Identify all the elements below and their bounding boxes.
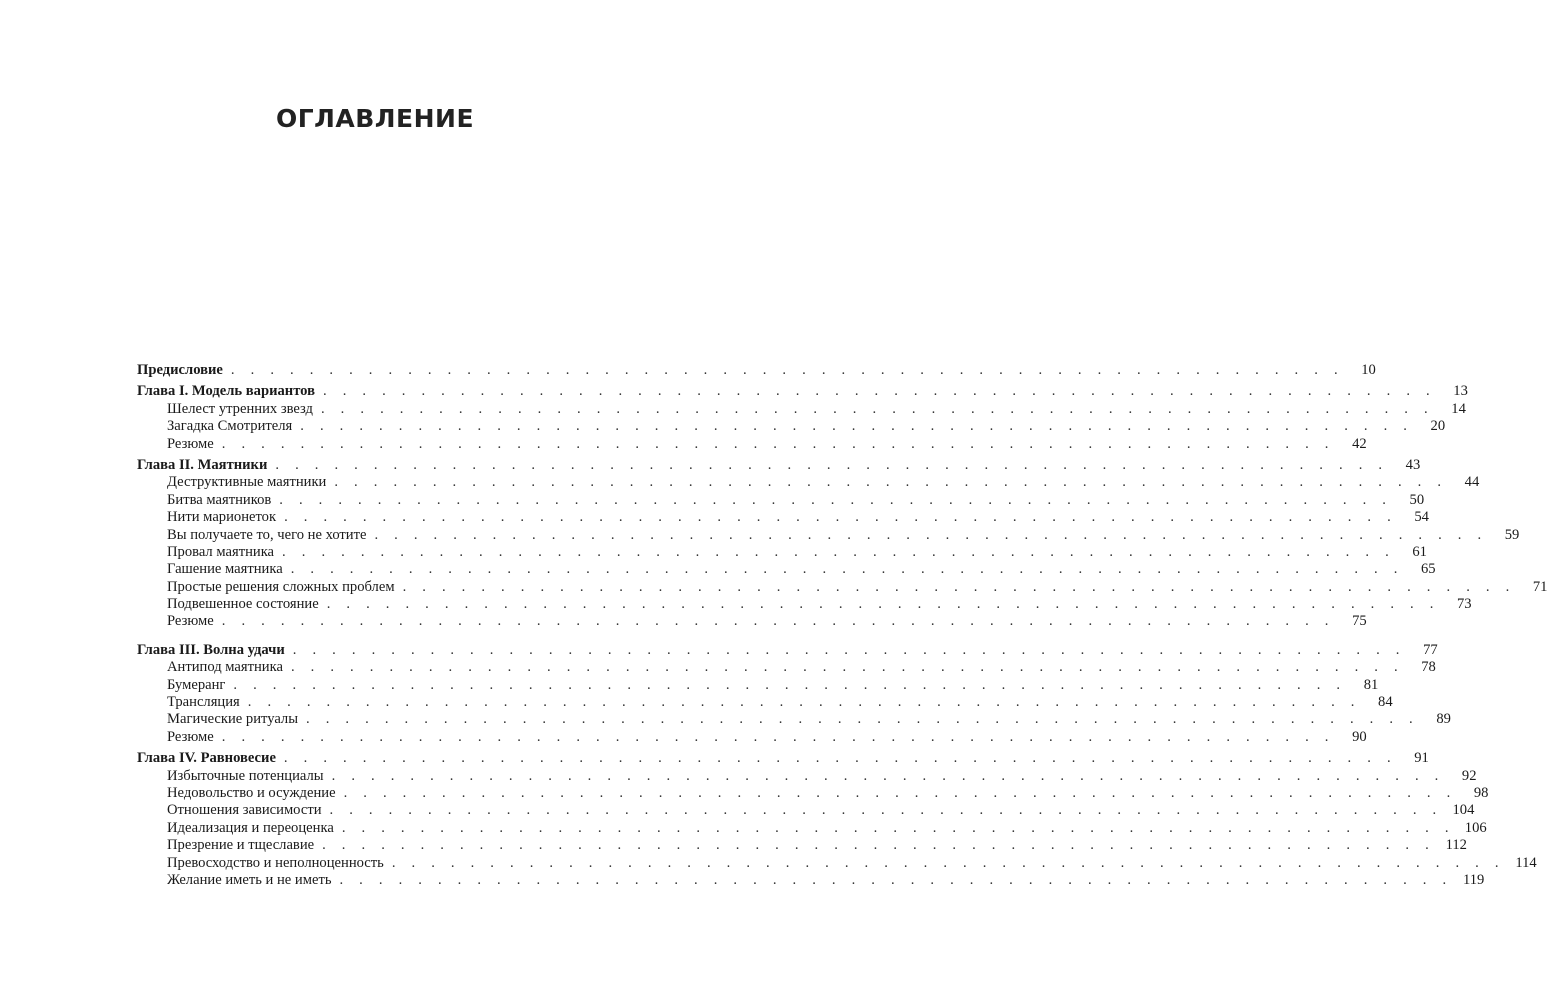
dot-leader: . . . . . . . . . . . . . . . . . . . . . . . . . . . . . . . . . . . . . . . . . . . . . . . . . . . . . . . . . bbox=[341, 819, 1455, 836]
toc-page-number: 75 bbox=[1352, 613, 1367, 630]
toc-entry-title: Предисловие bbox=[137, 362, 223, 378]
dot-leader: . . . . . . . . . . . . . . . . . . . . . . . . . . . . . . . . . . . . . . . . . . . . . . . . . . . . . . . . . bbox=[221, 435, 1335, 452]
toc-section-entry[interactable] bbox=[137, 871, 1485, 889]
toc-entry-title: Избыточные потенциалы bbox=[167, 767, 324, 784]
dot-leader: . . . . . . . . . . . . . . . . . . . . . . . . . . . . . . . . . . . . . . . . . . . . . . . . . . . . . . . . . bbox=[290, 561, 1404, 578]
toc-section-entry[interactable] bbox=[137, 596, 1472, 613]
toc-section-entry[interactable] bbox=[137, 676, 1379, 694]
toc-section-entry[interactable] bbox=[137, 854, 1537, 872]
toc-page-number: 54 bbox=[1414, 509, 1429, 526]
toc-section-entry[interactable] bbox=[137, 659, 1436, 676]
dot-leader: . . . . . . . . . . . . . . . . . . . . . . . . . . . . . . . . . . . . . . . . . . . . . . . . . . . . . . . . . bbox=[284, 509, 1397, 526]
toc-section-entry[interactable] bbox=[137, 711, 1451, 728]
toc-page-number: 81 bbox=[1363, 676, 1379, 693]
toc-page-number: 42 bbox=[1352, 435, 1367, 452]
toc-entry-title: Глава III. Волна удачи bbox=[137, 641, 285, 658]
toc-entry-title: Глава IV. Равновесие bbox=[137, 750, 276, 767]
toc-section-entry[interactable] bbox=[137, 819, 1487, 837]
toc-entry-title: Желание иметь и не иметь bbox=[167, 871, 332, 888]
toc-section-entry[interactable] bbox=[137, 543, 1427, 561]
dot-leader: . . . . . . . . . . . . . . . . . . . . . . . . . . . . . . . . . . . . . . . . . . . . . . . . . . . . . . . . . bbox=[343, 784, 1457, 801]
toc-section-entry[interactable] bbox=[137, 767, 1477, 785]
dot-leader: . . . . . . . . . . . . . . . . . . . . . . . . . . . . . . . . . . . . . . . . . . . . . . . . . . . . . . . . . bbox=[233, 676, 1347, 693]
dot-leader: . . . . . . . . . . . . . . . . . . . . . . . . . . . . . . . . . . . . . . . . . . . . . . . . . . . . . . . . . bbox=[339, 871, 1453, 888]
toc-section-entry[interactable] bbox=[137, 491, 1425, 509]
toc-page-number: 20 bbox=[1430, 418, 1446, 435]
toc-entry-title: Глава I. Модель вариантов bbox=[137, 383, 315, 400]
toc-page-number: 114 bbox=[1515, 854, 1537, 871]
toc-entry-title: Битва маятников bbox=[167, 491, 272, 508]
toc-entry-title: Загадка Смотрителя bbox=[167, 418, 293, 435]
toc-entry-title: Резюме bbox=[167, 728, 214, 745]
toc-entry-title: Презрение и тщеславие bbox=[167, 837, 315, 854]
toc-page-number: 119 bbox=[1463, 871, 1485, 888]
toc-entry-title: Отношения зависимости bbox=[167, 802, 322, 819]
dot-leader: . . . . . . . . . . . . . . . . . . . . . . . . . . . . . . . . . . . . . . . . . . . . . . . . . . . . . . . . . bbox=[320, 400, 1434, 417]
dot-leader: . . . . . . . . . . . . . . . . . . . . . . . . . . . . . . . . . . . . . . . . . . . . . . . . . . . . . . . . . bbox=[402, 578, 1516, 595]
toc-entry-title: Магические ритуалы bbox=[167, 711, 299, 728]
toc-section-entry[interactable] bbox=[137, 418, 1446, 435]
toc-entry-title: Бумеранг bbox=[167, 676, 226, 693]
dot-leader: . . . . . . . . . . . . . . . . . . . . . . . . . . . . . . . . . . . . . . . . . . . . . . . . . . . . . . . . . bbox=[290, 659, 1404, 676]
toc-entry-title: Вы получаете то, чего не хотите bbox=[167, 526, 367, 543]
toc-section-entry[interactable] bbox=[137, 728, 1367, 746]
toc-page-number: 10 bbox=[1361, 362, 1376, 378]
toc-page-number: 106 bbox=[1464, 819, 1487, 836]
toc-section-entry[interactable] bbox=[137, 784, 1489, 802]
toc-section-entry[interactable] bbox=[137, 837, 1467, 854]
dot-leader: . . . . . . . . . . . . . . . . . . . . . . . . . . . . . . . . . . . . . . . . . . . . . . . . . . . . . . . . . bbox=[282, 543, 1395, 560]
toc-chapter-entry[interactable] bbox=[137, 750, 1429, 767]
toc-section-entry[interactable] bbox=[137, 694, 1393, 711]
toc-section-entry[interactable] bbox=[137, 526, 1520, 544]
dot-leader: . . . . . . . . . . . . . . . . . . . . . . . . . . . . . . . . . . . . . . . . . . . . . . . . . . . . . . . . . bbox=[391, 854, 1505, 871]
dot-leader: . . . . . . . . . . . . . . . . . . . . . . . . . . . . . . . . . . . . . . . . . . . . . . . . . . . . . . . . . bbox=[292, 641, 1406, 658]
dot-leader: . . . . . . . . . . . . . . . . . . . . . . . . . . . . . . . . . . . . . . . . . . . . . . . . . . . . . . . . . bbox=[329, 802, 1443, 819]
toc-entry-title: Недовольство и осуждение bbox=[167, 784, 336, 801]
dot-leader: . . . . . . . . . . . . . . . . . . . . . . . . . . . . . . . . . . . . . . . . . . . . . . . . . . . . . . . . . bbox=[331, 767, 1445, 784]
toc-page-number: 78 bbox=[1421, 659, 1436, 676]
toc-section-entry[interactable] bbox=[137, 613, 1367, 630]
dot-leader: . . . . . . . . . . . . . . . . . . . . . . . . . . . . . . . . . . . . . . . . . . . . . . . . . . . . . . . . . bbox=[374, 526, 1488, 543]
dot-leader: . . . . . . . . . . . . . . . . . . . . . . . . . . . . . . . . . . . . . . . . . . . . . . . . . . . . . . . . . bbox=[279, 491, 1393, 508]
toc-entry-title: Трансляция bbox=[167, 694, 240, 711]
toc-page-number: 59 bbox=[1504, 526, 1520, 543]
toc-section-entry[interactable] bbox=[137, 802, 1475, 819]
toc-page-number: 61 bbox=[1412, 543, 1427, 560]
dot-leader: . . . . . . . . . . . . . . . . . . . . . . . . . . . . . . . . . . . . . . . . . . . . . . . . . . . . . . . . . bbox=[275, 456, 1389, 473]
dot-leader: . . . . . . . . . . . . . . . . . . . . . . . . . . . . . . . . . . . . . . . . . . . . . . . . . . . . . . . . . bbox=[306, 711, 1419, 728]
dot-leader: . . . . . . . . . . . . . . . . . . . . . . . . . . . . . . . . . . . . . . . . . . . . . . . . . . . . . . . . . bbox=[283, 750, 1397, 767]
toc-chapter-entry[interactable] bbox=[137, 456, 1421, 474]
toc-entry-title: Деструктивные маятники bbox=[167, 474, 327, 491]
toc-section-entry[interactable] bbox=[137, 400, 1466, 418]
toc-page-number: 71 bbox=[1532, 578, 1547, 595]
toc-section-entry[interactable] bbox=[137, 435, 1367, 453]
toc-entry-title: Глава II. Маятники bbox=[137, 456, 268, 473]
toc-page-number: 90 bbox=[1352, 728, 1367, 745]
toc-entry-title: Шелест утренних звезд bbox=[167, 400, 313, 417]
dot-leader: . . . . . . . . . . . . . . . . . . . . . . . . . . . . . . . . . . . . . . . . . . . . . . . . . . . . . . . . . bbox=[323, 383, 1436, 400]
toc-chapter-entry[interactable] bbox=[137, 383, 1468, 400]
toc-entry-title: Нити марионеток bbox=[167, 509, 277, 526]
toc-entry-title: Резюме bbox=[167, 435, 214, 452]
toc-list bbox=[137, 362, 1547, 889]
toc-chapter-entry[interactable] bbox=[137, 641, 1438, 659]
toc-entry-title: Идеализация и переоценка bbox=[167, 819, 334, 836]
toc-section-entry[interactable] bbox=[137, 509, 1429, 526]
toc-entry-title: Гашение маятника bbox=[167, 561, 283, 578]
toc-page-number: 77 bbox=[1423, 641, 1438, 658]
toc-page-number: 104 bbox=[1452, 802, 1475, 819]
toc-page-number: 44 bbox=[1464, 474, 1480, 491]
toc-chapter-entry[interactable] bbox=[137, 362, 1376, 379]
dot-leader: . . . . . . . . . . . . . . . . . . . . . . . . . . . . . . . . . . . . . . . . . . . . . . . . . . . . . . . . . bbox=[221, 613, 1335, 630]
toc-entry-title: Подвешенное состояние bbox=[167, 596, 319, 613]
dot-leader: . . . . . . . . . . . . . . . . . . . . . . . . . . . . . . . . . . . . . . . . . . . . . . . . . . . . . . . . . bbox=[221, 728, 1335, 745]
toc-entry-title: Резюме bbox=[167, 613, 214, 630]
dot-leader: . . . . . . . . . . . . . . . . . . . . . . . . . . . . . . . . . . . . . . . . . . . . . . . . . . . . . . . . . bbox=[322, 837, 1435, 854]
toc-page-number: 92 bbox=[1461, 767, 1477, 784]
page-title: ОГЛАВЛЕНИЕ bbox=[275, 104, 475, 133]
dot-leader: . . . . . . . . . . . . . . . . . . . . . . . . . . . . . . . . . . . . . . . . . . . . . . . . . . . . . . . . . bbox=[247, 694, 1361, 711]
toc-section-entry[interactable] bbox=[137, 474, 1480, 491]
toc-page-number: 73 bbox=[1456, 596, 1472, 613]
toc-entry-title: Провал маятника bbox=[167, 543, 275, 560]
dot-leader: . . . . . . . . . . . . . . . . . . . . . . . . . . . . . . . . . . . . . . . . . . . . . . . . . . . . . . . . . bbox=[300, 418, 1414, 435]
toc-page-number: 91 bbox=[1414, 750, 1429, 767]
toc-page-number: 14 bbox=[1451, 400, 1466, 417]
toc-section-entry[interactable] bbox=[137, 561, 1436, 578]
toc-entry-title: Антипод маятника bbox=[167, 659, 283, 676]
toc-page-number: 89 bbox=[1436, 711, 1451, 728]
dot-leader: . . . . . . . . . . . . . . . . . . . . . . . . . . . . . . . . . . . . . . . . . . . . . . . . . . . . . . . . . bbox=[326, 596, 1440, 613]
toc-page-number: 112 bbox=[1445, 837, 1467, 854]
toc-entry-title: Превосходство и неполноценность bbox=[167, 854, 384, 871]
toc-page-number: 84 bbox=[1378, 694, 1393, 711]
toc-section-entry[interactable] bbox=[137, 578, 1547, 596]
toc-page-number: 65 bbox=[1420, 561, 1436, 578]
dot-leader: . . . . . . . . . . . . . . . . . . . . . . . . . . . . . . . . . . . . . . . . . . . . . . . . . . . . . . . . . bbox=[334, 474, 1448, 491]
toc-page-number: 43 bbox=[1405, 456, 1421, 473]
toc-page-number: 13 bbox=[1453, 383, 1468, 400]
toc-page-number: 98 bbox=[1473, 784, 1489, 801]
toc-entry-title: Простые решения сложных проблем bbox=[167, 578, 395, 595]
toc-page-number: 50 bbox=[1409, 491, 1425, 508]
dot-leader: . . . . . . . . . . . . . . . . . . . . . . . . . . . . . . . . . . . . . . . . . . . . . . . . . . . . . . . . . bbox=[230, 362, 1344, 378]
